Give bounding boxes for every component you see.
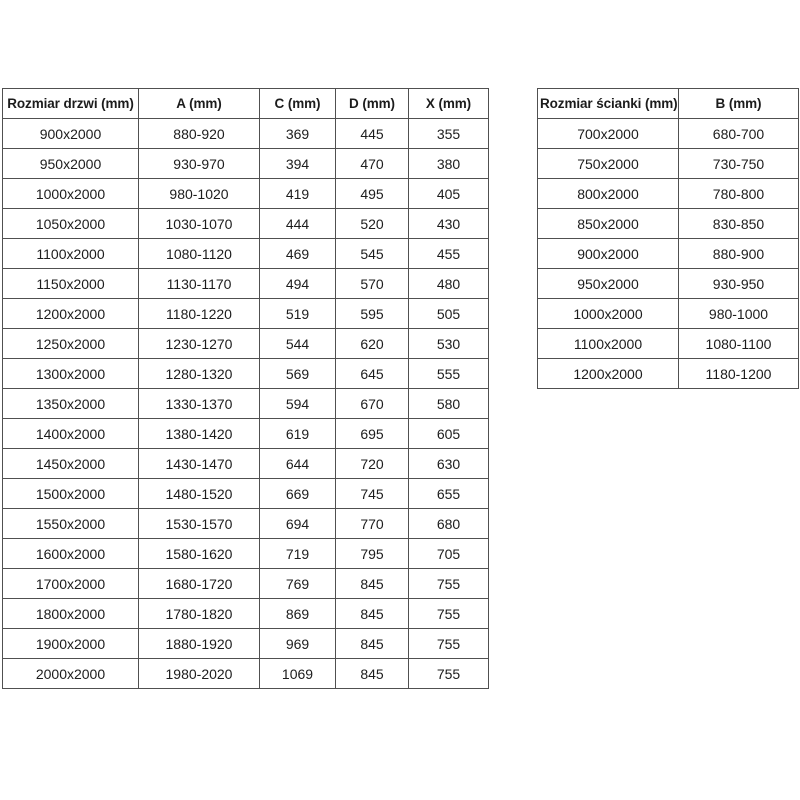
table-row	[3, 269, 489, 299]
table-cell: 695	[336, 419, 409, 449]
table-cell: 1480-1520	[139, 479, 260, 509]
table-cell: 755	[409, 659, 489, 689]
table-cell: 769	[260, 569, 336, 599]
table-cell: 380	[409, 149, 489, 179]
table-cell: 519	[260, 299, 336, 329]
table-cell: 405	[409, 179, 489, 209]
table-cell: 1400x2000	[3, 419, 139, 449]
table-cell: 1880-1920	[139, 629, 260, 659]
table-cell: 1980-2020	[139, 659, 260, 689]
table-row	[3, 629, 489, 659]
table-cell: 1280-1320	[139, 359, 260, 389]
table-cell: 800x2000	[538, 179, 679, 209]
table-row	[3, 599, 489, 629]
wall-table-header-row	[538, 89, 799, 119]
table-cell: 369	[260, 119, 336, 149]
table-cell: 544	[260, 329, 336, 359]
column-header: Rozmiar ścianki (mm)	[538, 89, 679, 119]
table-cell: 430	[409, 209, 489, 239]
table-cell: 469	[260, 239, 336, 269]
table-row	[3, 329, 489, 359]
table-cell: 445	[336, 119, 409, 149]
table-cell: 1600x2000	[3, 539, 139, 569]
table-cell: 869	[260, 599, 336, 629]
table-cell: 570	[336, 269, 409, 299]
table-cell: 1069	[260, 659, 336, 689]
table-cell: 1700x2000	[3, 569, 139, 599]
table-cell: 470	[336, 149, 409, 179]
table-cell: 845	[336, 599, 409, 629]
table-cell: 1300x2000	[3, 359, 139, 389]
table-row	[3, 569, 489, 599]
table-cell: 619	[260, 419, 336, 449]
table-row	[538, 179, 799, 209]
table-cell: 755	[409, 629, 489, 659]
table-cell: 770	[336, 509, 409, 539]
table-row	[3, 659, 489, 689]
table-cell: 1450x2000	[3, 449, 139, 479]
table-cell: 730-750	[679, 149, 799, 179]
table-cell: 700x2000	[538, 119, 679, 149]
table-cell: 569	[260, 359, 336, 389]
table-cell: 1330-1370	[139, 389, 260, 419]
table-cell: 930-950	[679, 269, 799, 299]
table-row	[3, 119, 489, 149]
table-cell: 444	[260, 209, 336, 239]
table-cell: 355	[409, 119, 489, 149]
table-cell: 1780-1820	[139, 599, 260, 629]
table-cell: 545	[336, 239, 409, 269]
table-cell: 655	[409, 479, 489, 509]
table-row	[3, 239, 489, 269]
table-cell: 520	[336, 209, 409, 239]
table-cell: 419	[260, 179, 336, 209]
table-row	[538, 329, 799, 359]
table-cell: 1550x2000	[3, 509, 139, 539]
table-cell: 980-1000	[679, 299, 799, 329]
table-cell: 455	[409, 239, 489, 269]
table-cell: 1080-1120	[139, 239, 260, 269]
table-cell: 1200x2000	[3, 299, 139, 329]
table-row	[3, 179, 489, 209]
table-cell: 750x2000	[538, 149, 679, 179]
table-cell: 1180-1220	[139, 299, 260, 329]
table-cell: 1250x2000	[3, 329, 139, 359]
table-cell: 1080-1100	[679, 329, 799, 359]
table-cell: 755	[409, 599, 489, 629]
table-cell: 495	[336, 179, 409, 209]
door-table-header-row	[3, 89, 489, 119]
wall-sizes-table	[537, 88, 799, 389]
table-cell: 1800x2000	[3, 599, 139, 629]
table-cell: 694	[260, 509, 336, 539]
table-cell: 494	[260, 269, 336, 299]
table-cell: 530	[409, 329, 489, 359]
table-cell: 900x2000	[538, 239, 679, 269]
table-cell: 1000x2000	[538, 299, 679, 329]
table-cell: 950x2000	[3, 149, 139, 179]
column-header: A (mm)	[139, 89, 260, 119]
table-cell: 900x2000	[3, 119, 139, 149]
table-cell: 1580-1620	[139, 539, 260, 569]
table-cell: 845	[336, 569, 409, 599]
table-cell: 830-850	[679, 209, 799, 239]
table-cell: 980-1020	[139, 179, 260, 209]
table-row	[3, 209, 489, 239]
table-cell: 394	[260, 149, 336, 179]
table-cell: 620	[336, 329, 409, 359]
table-cell: 555	[409, 359, 489, 389]
table-cell: 644	[260, 449, 336, 479]
table-row	[3, 479, 489, 509]
table-row	[538, 269, 799, 299]
table-cell: 505	[409, 299, 489, 329]
table-cell: 595	[336, 299, 409, 329]
table-cell: 1530-1570	[139, 509, 260, 539]
table-row	[538, 119, 799, 149]
table-cell: 845	[336, 629, 409, 659]
table-cell: 594	[260, 389, 336, 419]
table-cell: 1430-1470	[139, 449, 260, 479]
table-row	[3, 389, 489, 419]
table-row	[3, 359, 489, 389]
table-cell: 705	[409, 539, 489, 569]
table-cell: 1180-1200	[679, 359, 799, 389]
table-cell: 1200x2000	[538, 359, 679, 389]
table-cell: 670	[336, 389, 409, 419]
column-header: D (mm)	[336, 89, 409, 119]
table-cell: 580	[409, 389, 489, 419]
table-cell: 930-970	[139, 149, 260, 179]
table-cell: 780-800	[679, 179, 799, 209]
table-cell: 880-900	[679, 239, 799, 269]
table-cell: 720	[336, 449, 409, 479]
table-cell: 1130-1170	[139, 269, 260, 299]
table-cell: 2000x2000	[3, 659, 139, 689]
table-cell: 605	[409, 419, 489, 449]
table-cell: 1380-1420	[139, 419, 260, 449]
table-cell: 1350x2000	[3, 389, 139, 419]
table-row	[538, 299, 799, 329]
column-header: C (mm)	[260, 89, 336, 119]
table-cell: 795	[336, 539, 409, 569]
table-cell: 1030-1070	[139, 209, 260, 239]
table-cell: 1050x2000	[3, 209, 139, 239]
column-header: X (mm)	[409, 89, 489, 119]
table-cell: 1100x2000	[3, 239, 139, 269]
table-cell: 1500x2000	[3, 479, 139, 509]
table-cell: 745	[336, 479, 409, 509]
table-cell: 1000x2000	[3, 179, 139, 209]
table-cell: 950x2000	[538, 269, 679, 299]
table-cell: 680-700	[679, 119, 799, 149]
table-cell: 850x2000	[538, 209, 679, 239]
table-cell: 1230-1270	[139, 329, 260, 359]
table-cell: 480	[409, 269, 489, 299]
table-cell: 669	[260, 479, 336, 509]
table-cell: 880-920	[139, 119, 260, 149]
table-cell: 1150x2000	[3, 269, 139, 299]
table-cell: 845	[336, 659, 409, 689]
table-row	[538, 209, 799, 239]
column-header: Rozmiar drzwi (mm)	[3, 89, 139, 119]
table-cell: 719	[260, 539, 336, 569]
table-cell: 680	[409, 509, 489, 539]
table-cell: 1100x2000	[538, 329, 679, 359]
table-row	[3, 539, 489, 569]
column-header: B (mm)	[679, 89, 799, 119]
table-cell: 645	[336, 359, 409, 389]
door-sizes-table	[2, 88, 489, 689]
table-row	[538, 359, 799, 389]
table-cell: 969	[260, 629, 336, 659]
table-row	[3, 449, 489, 479]
table-cell: 1680-1720	[139, 569, 260, 599]
table-row	[538, 239, 799, 269]
table-row	[538, 149, 799, 179]
table-cell: 630	[409, 449, 489, 479]
table-cell: 755	[409, 569, 489, 599]
table-row	[3, 509, 489, 539]
table-row	[3, 149, 489, 179]
table-row	[3, 299, 489, 329]
table-cell: 1900x2000	[3, 629, 139, 659]
table-row	[3, 419, 489, 449]
